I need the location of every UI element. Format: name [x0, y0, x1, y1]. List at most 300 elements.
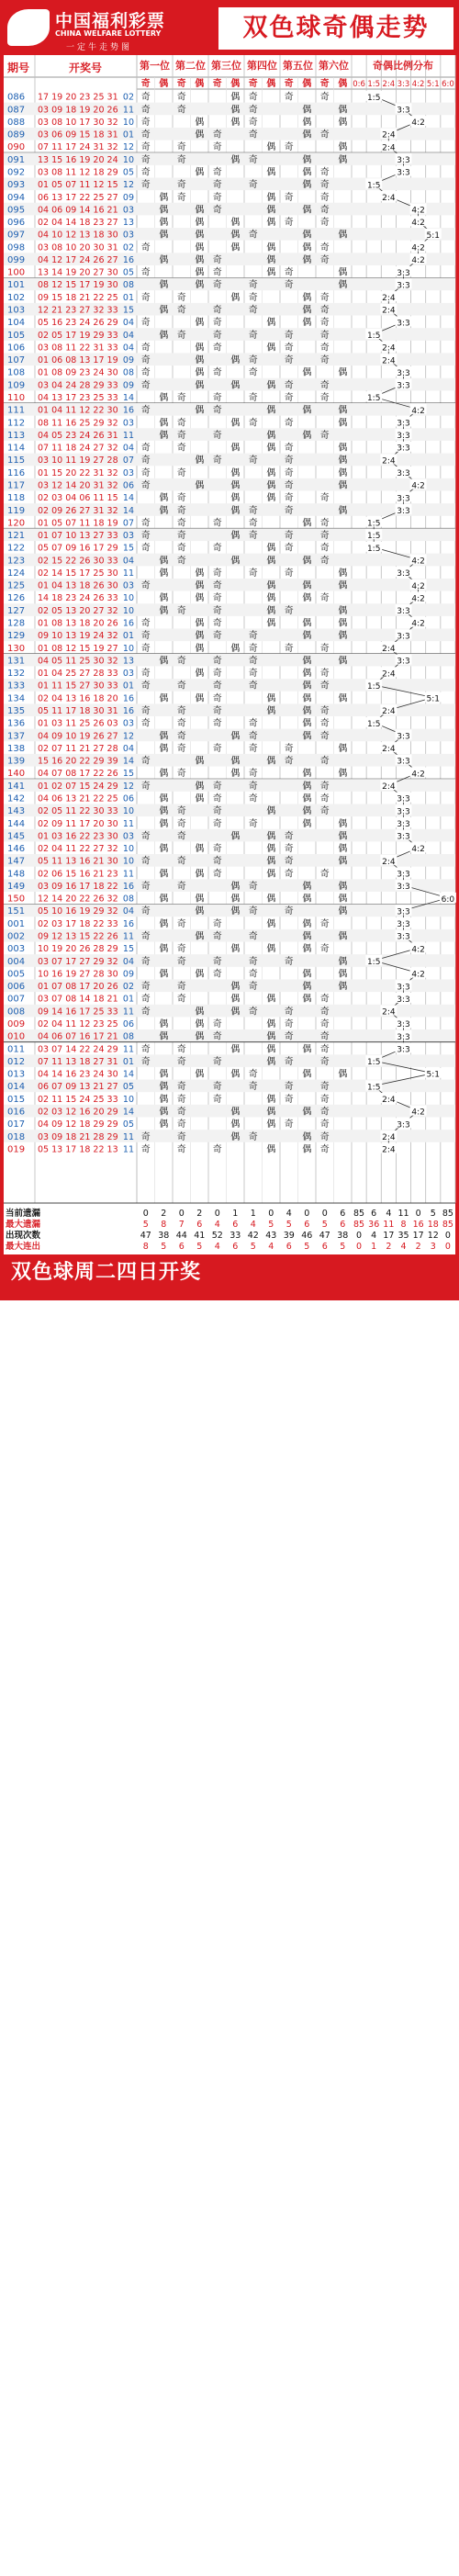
- blue-ball-cell: 04: [122, 330, 134, 341]
- ratio-mark: 1:5: [366, 331, 381, 341]
- stats-value: 43: [265, 1231, 277, 1241]
- red-balls-cell: 12 14 20 22 26 32: [38, 894, 118, 905]
- parity-mark: 偶: [230, 242, 241, 253]
- parity-mark: 奇: [176, 956, 186, 967]
- parity-mark: 奇: [212, 793, 222, 804]
- blue-ball-cell: 14: [122, 756, 134, 767]
- parity-mark: 奇: [248, 743, 258, 754]
- ratio-mark: 3:3: [397, 469, 410, 479]
- blue-ball-cell: 08: [122, 894, 134, 905]
- parity-mark: 偶: [195, 129, 205, 141]
- blue-ball-cell: 03: [122, 831, 134, 842]
- blue-ball-cell: 15: [122, 305, 134, 316]
- parity-mark: 奇: [176, 305, 186, 316]
- blue-ball-cell: 03: [122, 418, 134, 429]
- ratio-mark: 3:3: [397, 168, 410, 178]
- blue-ball-cell: 11: [122, 430, 134, 441]
- parity-mark: 奇: [319, 669, 330, 680]
- parity-mark: 奇: [284, 756, 294, 767]
- parity-mark: 奇: [212, 806, 222, 817]
- stats-value: 0: [304, 1209, 310, 1219]
- parity-mark: 偶: [302, 881, 312, 892]
- position-header: 第六位: [319, 60, 349, 72]
- parity-mark: 奇: [176, 982, 186, 993]
- parity-mark: 奇: [212, 543, 222, 554]
- issue-cell: 139: [7, 756, 26, 767]
- blue-ball-cell: 08: [122, 367, 134, 378]
- parity-mark: 奇: [319, 1019, 330, 1029]
- parity-mark: 偶: [338, 769, 348, 780]
- red-balls-cell: 01 04 25 27 28 33: [38, 669, 118, 680]
- ratio-mark: 2:4: [382, 745, 396, 755]
- issue-cell: 142: [7, 793, 26, 804]
- parity-mark: 偶: [302, 631, 312, 642]
- blue-ball-cell: 10: [122, 856, 134, 867]
- parity-mark: 偶: [159, 918, 169, 929]
- logo-cn: 中国福利彩票: [55, 11, 166, 31]
- parity-mark: 奇: [284, 906, 294, 917]
- parity-mark: 偶: [302, 1107, 312, 1118]
- parity-mark: 奇: [248, 781, 258, 792]
- issue-cell: 122: [7, 543, 26, 554]
- parity-mark: 偶: [159, 218, 169, 229]
- blue-ball-cell: 16: [122, 405, 134, 416]
- parity-mark: 偶: [159, 1031, 169, 1042]
- ratio-mark: 2:4: [382, 306, 396, 316]
- parity-mark: 偶: [338, 267, 348, 278]
- parity-mark: 偶: [338, 894, 348, 905]
- parity-mark: 奇: [319, 1044, 330, 1055]
- parity-mark: 偶: [266, 242, 276, 253]
- red-balls-cell: 07 11 18 24 27 32: [38, 443, 118, 454]
- odd-label: 奇: [319, 79, 330, 89]
- stats-value: 4: [214, 1220, 220, 1230]
- parity-mark: 奇: [176, 743, 186, 754]
- parity-mark: 偶: [230, 1131, 241, 1142]
- parity-mark: 偶: [266, 806, 276, 817]
- red-balls-cell: 05 13 17 18 22 13: [38, 1144, 118, 1155]
- parity-mark: 奇: [212, 205, 222, 216]
- parity-mark: 奇: [284, 956, 294, 967]
- parity-mark: 偶: [266, 618, 276, 629]
- parity-mark: 偶: [195, 242, 205, 253]
- parity-mark: 偶: [230, 105, 241, 116]
- parity-mark: 奇: [140, 881, 151, 892]
- parity-mark: 偶: [266, 254, 276, 265]
- red-balls-cell: 09 12 13 15 22 26: [38, 931, 118, 942]
- stats-value: 0: [356, 1242, 363, 1252]
- issue-cell: 117: [7, 480, 26, 491]
- parity-mark: 偶: [159, 806, 169, 817]
- issue-cell: 109: [7, 380, 26, 391]
- parity-mark: 奇: [319, 205, 330, 216]
- parity-mark: 奇: [212, 318, 222, 329]
- parity-mark: 偶: [302, 769, 312, 780]
- parity-mark: 奇: [140, 1131, 151, 1142]
- blue-ball-cell: 16: [122, 918, 134, 929]
- parity-mark: 偶: [338, 743, 348, 754]
- parity-mark: 偶: [302, 969, 312, 980]
- parity-mark: 奇: [319, 343, 330, 354]
- parity-mark: 偶: [266, 443, 276, 454]
- parity-mark: 奇: [176, 1119, 186, 1131]
- parity-mark: 奇: [248, 1131, 258, 1142]
- parity-mark: 奇: [176, 731, 186, 742]
- ratio-mark: 2:4: [382, 857, 396, 867]
- parity-mark: 奇: [176, 881, 186, 892]
- parity-mark: 偶: [338, 443, 348, 454]
- red-balls-cell: 03 04 24 28 29 33: [38, 380, 118, 391]
- red-balls-cell: 14 18 23 24 26 33: [38, 593, 118, 604]
- issue-cell: 015: [7, 1094, 26, 1105]
- issue-cell: 125: [7, 580, 26, 591]
- parity-mark: 奇: [284, 1007, 294, 1018]
- parity-mark: 奇: [176, 1056, 186, 1067]
- parity-mark: 偶: [195, 631, 205, 642]
- parity-mark: 奇: [140, 117, 151, 128]
- parity-mark: 偶: [338, 856, 348, 867]
- parity-mark: 偶: [230, 480, 241, 491]
- parity-mark: 偶: [266, 318, 276, 329]
- stats-value: 46: [301, 1231, 313, 1241]
- odd-label: 奇: [248, 79, 258, 89]
- parity-mark: 偶: [159, 305, 169, 316]
- parity-mark: 偶: [338, 230, 348, 241]
- issue-cell: 133: [7, 681, 26, 692]
- issue-cell: 099: [7, 254, 26, 265]
- blue-ball-cell: 03: [122, 531, 134, 542]
- even-label: 偶: [195, 79, 205, 89]
- blue-ball-cell: 04: [122, 556, 134, 567]
- red-balls-cell: 05 10 16 19 29 32: [38, 906, 118, 917]
- parity-mark: 奇: [319, 731, 330, 742]
- issue-cell: 086: [7, 92, 26, 103]
- parity-mark: 偶: [338, 881, 348, 892]
- parity-mark: 奇: [319, 242, 330, 253]
- ratio-mark: 2:4: [382, 193, 396, 203]
- stats-value: 7: [178, 1220, 185, 1230]
- issue-cell: 126: [7, 593, 26, 604]
- ratio-mark: 3:3: [397, 757, 410, 767]
- blue-ball-cell: 10: [122, 844, 134, 855]
- ratio-mark: 2:4: [382, 456, 396, 467]
- ratio-mark: 3:3: [397, 1020, 410, 1030]
- issue-cell: 100: [7, 267, 26, 278]
- ratio-mark: 4:2: [411, 581, 425, 591]
- parity-mark: 奇: [319, 781, 330, 792]
- parity-mark: 奇: [140, 129, 151, 141]
- parity-mark: 奇: [248, 180, 258, 191]
- stats-value: 4: [285, 1209, 292, 1219]
- red-balls-cell: 03 12 14 20 31 32: [38, 480, 118, 491]
- parity-mark: 奇: [319, 92, 330, 103]
- issue-cell: 146: [7, 844, 26, 855]
- issue-cell: 127: [7, 605, 26, 616]
- parity-mark: 奇: [140, 931, 151, 942]
- stats-value: 8: [400, 1220, 407, 1230]
- issue-cell: 008: [7, 1007, 26, 1018]
- issue-cell: 093: [7, 180, 26, 191]
- ratio-mark: 3:3: [397, 506, 410, 516]
- parity-mark: 偶: [230, 831, 241, 842]
- parity-mark: 奇: [284, 869, 294, 880]
- parity-mark: 偶: [302, 292, 312, 303]
- parity-mark: 奇: [212, 430, 222, 441]
- ratio-mark: 4:2: [411, 970, 425, 980]
- blue-ball-cell: 11: [122, 105, 134, 116]
- parity-mark: 奇: [319, 556, 330, 567]
- issue-cell: 018: [7, 1131, 26, 1142]
- parity-mark: 偶: [159, 818, 169, 829]
- parity-mark: 偶: [230, 1007, 241, 1018]
- parity-mark: 奇: [140, 154, 151, 165]
- parity-mark: 奇: [319, 681, 330, 692]
- parity-mark: 偶: [195, 205, 205, 216]
- parity-mark: 奇: [212, 631, 222, 642]
- parity-mark: 偶: [266, 430, 276, 441]
- parity-mark: 奇: [248, 669, 258, 680]
- parity-mark: 奇: [212, 1019, 222, 1029]
- parity-mark: 偶: [195, 643, 205, 654]
- red-balls-cell: 02 06 15 16 21 23: [38, 869, 118, 880]
- red-balls-cell: 03 07 17 27 29 32: [38, 956, 118, 967]
- issue-cell: 010: [7, 1031, 26, 1042]
- parity-mark: 偶: [230, 1044, 241, 1055]
- blue-ball-cell: 04: [122, 343, 134, 354]
- parity-mark: 奇: [212, 969, 222, 980]
- parity-mark: 偶: [266, 343, 276, 354]
- parity-mark: 奇: [284, 380, 294, 391]
- parity-mark: 偶: [266, 1044, 276, 1055]
- stats-value: 33: [230, 1231, 241, 1241]
- parity-mark: 奇: [212, 330, 222, 341]
- stats-value: 11: [397, 1209, 409, 1219]
- parity-mark: 偶: [266, 593, 276, 604]
- parity-mark: 偶: [195, 355, 205, 366]
- stats-value: 35: [397, 1231, 409, 1241]
- blue-ball-cell: 07: [122, 456, 134, 467]
- logo-en: CHINA WELFARE LOTTERY: [55, 29, 162, 38]
- stats-value: 52: [211, 1231, 223, 1241]
- parity-mark: 奇: [319, 756, 330, 767]
- parity-mark: 奇: [212, 254, 222, 265]
- parity-mark: 偶: [230, 218, 241, 229]
- ratio-mark: 4:2: [411, 219, 425, 229]
- parity-mark: 偶: [302, 205, 312, 216]
- parity-mark: 偶: [266, 192, 276, 203]
- position-header: 第三位: [211, 60, 241, 72]
- parity-mark: 奇: [248, 292, 258, 303]
- stats-value: 6: [196, 1220, 203, 1230]
- parity-mark: 奇: [140, 531, 151, 542]
- parity-mark: 奇: [212, 593, 222, 604]
- stats-value: 0: [142, 1209, 149, 1219]
- parity-mark: 奇: [212, 518, 222, 529]
- parity-mark: 奇: [319, 493, 330, 504]
- parity-mark: 奇: [248, 906, 258, 917]
- stats-value: 5: [268, 1220, 274, 1230]
- parity-mark: 奇: [284, 467, 294, 478]
- position-header: 第五位: [283, 60, 313, 72]
- parity-mark: 奇: [319, 518, 330, 529]
- parity-mark: 奇: [140, 1007, 151, 1018]
- parity-mark: 奇: [212, 1031, 222, 1042]
- parity-mark: 奇: [248, 105, 258, 116]
- stats-value: 38: [337, 1231, 349, 1241]
- parity-mark: 奇: [140, 906, 151, 917]
- ratio-mark: 1:5: [366, 681, 381, 692]
- odd-label: 奇: [140, 79, 151, 89]
- parity-mark: 偶: [159, 969, 169, 980]
- parity-mark: 偶: [266, 756, 276, 767]
- issue-cell: 140: [7, 769, 26, 780]
- issue-cell: 120: [7, 518, 26, 529]
- parity-mark: 偶: [159, 1082, 169, 1093]
- parity-mark: 奇: [284, 142, 294, 153]
- parity-mark: 奇: [176, 430, 186, 441]
- parity-mark: 奇: [284, 1119, 294, 1131]
- issue-cell: 137: [7, 731, 26, 742]
- parity-mark: 偶: [338, 631, 348, 642]
- ratio-mark: 4:2: [411, 557, 425, 567]
- red-balls-cell: 02 11 15 24 25 33: [38, 1094, 118, 1105]
- parity-mark: 奇: [176, 543, 186, 554]
- parity-mark: 偶: [302, 918, 312, 929]
- ratio-mark: 4:2: [411, 406, 425, 416]
- blue-ball-cell: 01: [122, 1056, 134, 1067]
- stats-value: 47: [140, 1231, 151, 1241]
- stats-value: 4: [400, 1242, 407, 1252]
- parity-mark: 奇: [140, 756, 151, 767]
- ratio-mark: 3:3: [397, 268, 410, 278]
- red-balls-cell: 05 16 23 24 26 29: [38, 318, 118, 329]
- parity-mark: 偶: [159, 493, 169, 504]
- parity-mark: 偶: [230, 731, 241, 742]
- issue-cell: 105: [7, 330, 26, 341]
- red-balls-cell: 09 15 18 21 22 25: [38, 292, 118, 303]
- stats-label: 当前遗漏: [6, 1209, 41, 1219]
- parity-mark: 奇: [284, 418, 294, 429]
- parity-mark: 偶: [338, 818, 348, 829]
- parity-mark: 偶: [302, 706, 312, 716]
- parity-mark: 奇: [319, 543, 330, 554]
- parity-mark: 奇: [319, 318, 330, 329]
- ratio-mark: 4:2: [411, 118, 425, 129]
- parity-mark: 偶: [266, 205, 276, 216]
- issue-cell: 094: [7, 192, 26, 203]
- parity-mark: 偶: [338, 580, 348, 591]
- issue-cell: 131: [7, 656, 26, 667]
- ratio-cat-label: 5:1: [426, 80, 440, 89]
- parity-mark: 偶: [195, 931, 205, 942]
- blue-ball-cell: 10: [122, 643, 134, 654]
- parity-mark: 奇: [212, 743, 222, 754]
- stats-value: 2: [196, 1209, 203, 1219]
- red-balls-cell: 04 06 07 16 17 21: [38, 1031, 118, 1042]
- parity-mark: 奇: [319, 167, 330, 178]
- parity-mark: 奇: [140, 1044, 151, 1055]
- ratio-mark: 3:3: [397, 156, 410, 166]
- parity-mark: 偶: [302, 518, 312, 529]
- parity-mark: 奇: [319, 793, 330, 804]
- parity-mark: 奇: [248, 969, 258, 980]
- parity-mark: 奇: [248, 956, 258, 967]
- parity-mark: 偶: [195, 756, 205, 767]
- parity-mark: 偶: [159, 1107, 169, 1118]
- issue-cell: 129: [7, 631, 26, 642]
- parity-mark: 偶: [159, 280, 169, 291]
- parity-mark: 奇: [212, 605, 222, 616]
- red-balls-cell: 02 15 22 26 30 33: [38, 556, 118, 567]
- parity-mark: 偶: [195, 618, 205, 629]
- stats-value: 1: [232, 1209, 239, 1219]
- issue-cell: 107: [7, 355, 26, 366]
- stats-value: 85: [442, 1209, 453, 1219]
- ratio-mark: 3:3: [397, 281, 410, 291]
- ratio-mark: 2:4: [382, 707, 396, 717]
- parity-mark: 奇: [248, 818, 258, 829]
- parity-mark: 奇: [319, 593, 330, 604]
- red-balls-cell: 15 16 20 22 29 39: [38, 756, 118, 767]
- blue-ball-cell: 15: [122, 769, 134, 780]
- stats-value: 1: [371, 1242, 377, 1252]
- red-balls-cell: 03 09 16 17 18 22: [38, 881, 118, 892]
- issue-cell: 011: [7, 1044, 26, 1055]
- red-balls-cell: 03 08 10 17 30 32: [38, 117, 118, 128]
- ratio-mark: 1:5: [366, 957, 381, 967]
- blue-ball-cell: 10: [122, 605, 134, 616]
- red-balls-cell: 02 14 15 17 25 30: [38, 568, 118, 579]
- stats-value: 85: [442, 1220, 453, 1230]
- blue-ball-cell: 11: [122, 568, 134, 579]
- parity-mark: 奇: [140, 92, 151, 103]
- blue-ball-cell: 01: [122, 631, 134, 642]
- parity-mark: 偶: [266, 480, 276, 491]
- parity-mark: 奇: [212, 305, 222, 316]
- red-balls-cell: 01 06 08 13 17 19: [38, 355, 118, 366]
- parity-mark: 奇: [284, 743, 294, 754]
- parity-mark: 偶: [230, 944, 241, 955]
- parity-mark: 偶: [159, 1069, 169, 1080]
- ratio-mark: 3:3: [397, 1120, 410, 1131]
- blue-ball-cell: 02: [122, 92, 134, 103]
- issue-cell: 102: [7, 292, 26, 303]
- parity-mark: 奇: [284, 1094, 294, 1105]
- ratio-mark: 1:5: [366, 1083, 381, 1093]
- stats-value: 0: [444, 1231, 451, 1241]
- blue-ball-cell: 01: [122, 129, 134, 141]
- parity-mark: 偶: [195, 480, 205, 491]
- parity-mark: 偶: [195, 580, 205, 591]
- parity-mark: 奇: [248, 92, 258, 103]
- ratio-mark: 3:3: [397, 432, 410, 442]
- blue-ball-cell: 06: [122, 1019, 134, 1029]
- parity-mark: 偶: [195, 1031, 205, 1042]
- stats-value: 2: [386, 1242, 392, 1252]
- parity-mark: 偶: [266, 167, 276, 178]
- ratio-mark: 3:3: [397, 569, 410, 579]
- issue-cell: 145: [7, 831, 26, 842]
- red-balls-cell: 01 15 20 22 31 32: [38, 467, 118, 478]
- parity-mark: 奇: [319, 430, 330, 441]
- parity-mark: 偶: [195, 1007, 205, 1018]
- parity-mark: 偶: [195, 669, 205, 680]
- parity-mark: 偶: [195, 906, 205, 917]
- ratio-mark: 4:2: [411, 481, 425, 491]
- parity-mark: 奇: [140, 467, 151, 478]
- blue-ball-cell: 04: [122, 906, 134, 917]
- blue-ball-cell: 11: [122, 869, 134, 880]
